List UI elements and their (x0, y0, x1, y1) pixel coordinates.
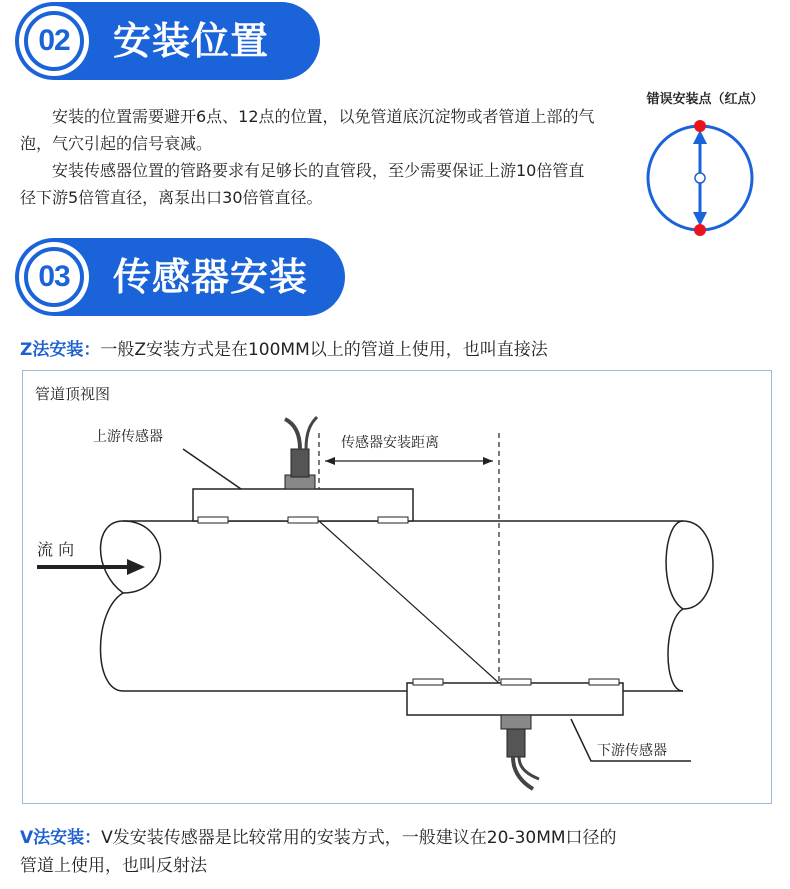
pipe-top-view-diagram (22, 370, 772, 804)
wrong-install-figure (620, 88, 790, 238)
diagram-title: 管道顶视图 (35, 385, 111, 403)
section-03-number: 03 (24, 247, 84, 307)
install-position-text (20, 103, 595, 211)
distance-label: 传感器安装距离 (341, 435, 439, 451)
upstream-connector-body (291, 449, 309, 477)
pipe-left-opening (123, 521, 161, 593)
upstream-pad-2 (288, 517, 318, 523)
section-03-title: 传感器安装 (113, 255, 309, 299)
downstream-connector-body (507, 729, 525, 757)
install-position-para-1: 安装的位置需要避开6点、12点的位置，以免管道底沉淀物或者管道上部的气泡，气穴引起的信号衰减。 (20, 107, 595, 153)
upstream-pad-3 (378, 517, 408, 523)
arrow-up-icon (693, 130, 707, 144)
z-method-label: Z法安装： (20, 340, 101, 360)
pipe-right-end (666, 521, 683, 691)
v-method-text-2: 管道上使用，也叫反射法 (20, 856, 207, 876)
v-method-text-1: V发安装传感器是比较常用的安装方式，一般建议在20-30MM口径的 (101, 828, 617, 848)
upstream-leader-line (183, 449, 241, 489)
upstream-cable (285, 419, 300, 449)
downstream-pad-2 (501, 679, 531, 685)
section-02-header (15, 2, 320, 80)
install-position-para-2: 安装传感器位置的管路要求有足够长的直管段，至少需要保证上游10倍管直径下游5倍管直径，离泵出口30倍管直径。 (20, 161, 585, 207)
section-02-title: 安装位置 (113, 19, 270, 63)
v-method-line-1 (20, 824, 617, 852)
downstream-cable-2 (519, 757, 539, 779)
arrow-down-icon (693, 212, 707, 226)
wrong-install-label: 错误安装点（红点） (646, 92, 764, 107)
upstream-cable-2 (306, 417, 317, 449)
downstream-transducer (407, 683, 623, 715)
downstream-pad-1 (413, 679, 443, 685)
red-point-bottom-icon (694, 224, 706, 236)
upstream-transducer (193, 489, 413, 521)
distance-arrow-right-icon (483, 457, 493, 465)
flow-label: 流 向 (37, 540, 75, 559)
center-point-icon (695, 173, 705, 183)
distance-arrow-left-icon (325, 457, 335, 465)
pipe-left-end (101, 521, 124, 691)
section-02-number-badge (19, 6, 89, 76)
red-point-top-icon (694, 120, 706, 132)
signal-path-line (319, 521, 499, 683)
pipe-cross-section (620, 110, 790, 240)
upstream-pad-1 (198, 517, 228, 523)
v-method-block (20, 824, 617, 880)
downstream-pad-3 (589, 679, 619, 685)
v-method-label: V法安装： (20, 828, 102, 848)
flow-arrow-icon (127, 559, 145, 575)
pipe-diagram-svg (23, 371, 771, 803)
z-method-line (20, 335, 548, 360)
pipe-right-opening (683, 521, 713, 609)
section-02-number: 02 (24, 11, 84, 71)
upstream-label: 上游传感器 (93, 429, 163, 445)
section-03-number-badge (19, 242, 89, 312)
downstream-label: 下游传感器 (597, 743, 667, 759)
section-03-header (15, 238, 345, 316)
z-method-text: 一般Z安装方式是在100MM以上的管道上使用，也叫直接法 (100, 340, 548, 360)
downstream-connector-nut (501, 715, 531, 729)
